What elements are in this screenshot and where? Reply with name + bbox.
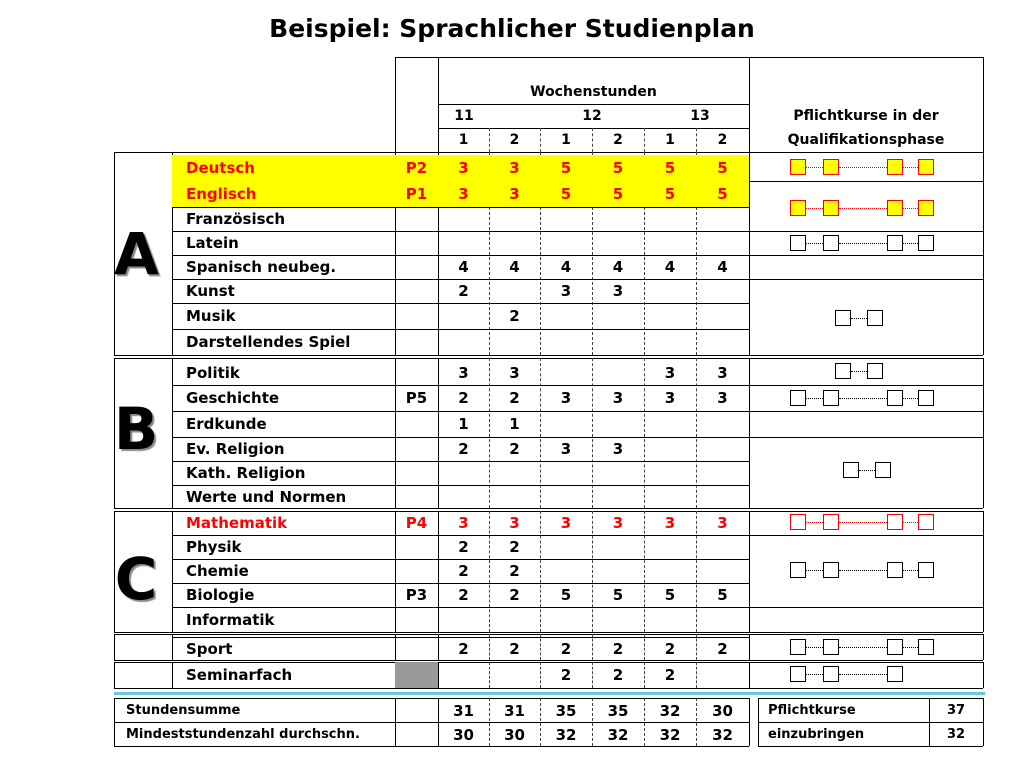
block-letter-B: B [114, 395, 159, 463]
course-link-line [851, 318, 867, 319]
subject-name: Biologie [186, 586, 255, 604]
hours-cell: 2 [612, 666, 624, 684]
hours-cell: 4 [509, 258, 520, 276]
hours-cell: 3 [560, 440, 572, 458]
course-box-science [823, 562, 839, 578]
hours-cell: 2 [509, 307, 520, 325]
hours-cell: 5 [664, 185, 676, 203]
hours-cell: 2 [458, 562, 469, 580]
grid-line [749, 355, 983, 356]
hours-cell: 3 [612, 389, 624, 407]
grid-line [172, 511, 173, 632]
hours-cell: 2 [458, 440, 469, 458]
hours-cell: 2 [458, 586, 469, 604]
header-pflicht-2: Qualifikationsphase [787, 132, 945, 148]
grid-line [114, 634, 983, 635]
pflichtkurse-value: 37 [946, 703, 966, 718]
hours-cell: 4 [560, 258, 572, 276]
hours-cell: 2 [560, 640, 572, 658]
header-year: 11 [454, 108, 474, 124]
course-box-englisch [918, 200, 934, 216]
course-box-englisch [887, 200, 903, 216]
grid-line [114, 358, 983, 359]
subject-name: Physik [186, 538, 242, 556]
course-box-language [790, 235, 806, 251]
stundensumme-value: 31 [504, 702, 525, 720]
grid-line [749, 607, 983, 608]
hours-cell: 2 [509, 389, 520, 407]
hours-cell: 2 [509, 562, 520, 580]
course-link-line [806, 647, 823, 648]
course-box-religion [843, 462, 859, 478]
hours-cell: 3 [560, 389, 572, 407]
grid-line [749, 181, 983, 182]
grid-line [395, 57, 983, 58]
course-link-line [839, 570, 887, 571]
grid-line [438, 662, 439, 688]
pflichtkurse-label: Pflichtkurse [768, 703, 856, 718]
course-link-line [806, 398, 823, 399]
subject-name: Geschichte [186, 389, 280, 407]
mindest-value: 32 [555, 726, 577, 744]
separator-line [114, 692, 985, 695]
mindest-value: 32 [712, 726, 733, 744]
course-box-deutsch [887, 159, 903, 175]
course-box-seminar [823, 666, 839, 682]
mindest-value: 32 [607, 726, 629, 744]
course-box-mathematik [887, 514, 903, 530]
hours-cell: 3 [509, 159, 520, 177]
hours-cell: 2 [458, 538, 469, 556]
course-link-line [806, 243, 823, 244]
course-box-politik [835, 363, 851, 379]
grid-line [172, 662, 173, 688]
grid-line [749, 231, 983, 232]
grid-line [114, 152, 983, 153]
hours-cell: 5 [664, 159, 676, 177]
course-box-politik [867, 363, 883, 379]
grid-line [749, 385, 983, 386]
subject-name: Englisch [186, 185, 257, 203]
hours-cell: 3 [717, 363, 728, 382]
einzubringen-value: 32 [946, 727, 966, 742]
hours-cell: 3 [664, 514, 676, 532]
hours-cell: 2 [560, 666, 572, 684]
hours-cell: 3 [509, 185, 520, 203]
course-box-deutsch [790, 159, 806, 175]
header-half: 2 [717, 132, 728, 148]
course-box-sport [823, 639, 839, 655]
grid-line [114, 632, 983, 633]
grid-line [983, 358, 984, 508]
mindest-value: 30 [504, 726, 525, 744]
course-link-line [839, 243, 887, 244]
course-box-geschichte [823, 390, 839, 406]
subject-name: Kath. Religion [186, 464, 306, 482]
mindest-value: 30 [453, 726, 474, 744]
hours-cell: 5 [560, 586, 572, 604]
hours-cell: 5 [717, 185, 728, 203]
course-box-sport [887, 639, 903, 655]
hours-cell: 3 [717, 389, 728, 407]
hours-cell: 4 [458, 258, 469, 276]
grid-line [983, 152, 984, 355]
header-half: 2 [613, 132, 623, 148]
course-link-line [839, 674, 887, 675]
grid-line [749, 279, 983, 280]
grid-line [114, 688, 983, 689]
hours-cell: 3 [509, 514, 520, 532]
stundensumme-value: 31 [453, 702, 474, 720]
course-link-line [806, 167, 823, 168]
course-box-science [918, 562, 934, 578]
course-link-line [839, 647, 887, 648]
subject-name: Musik [186, 307, 236, 325]
page-title: Beispiel: Sprachlicher Studienplan [269, 14, 755, 43]
grid-line [172, 303, 749, 304]
hours-cell: 3 [458, 159, 469, 177]
stundensumme-value: 30 [712, 702, 733, 720]
hours-cell: 4 [612, 258, 624, 276]
header-year: 13 [690, 108, 710, 124]
grid-line [749, 535, 983, 536]
course-box-mathematik [790, 514, 806, 530]
header-half: 1 [458, 132, 469, 148]
hours-cell: 3 [612, 440, 624, 458]
header-half: 1 [561, 132, 571, 148]
header-half: 2 [509, 132, 520, 148]
course-box-language [887, 235, 903, 251]
stundensumme-value: 35 [555, 702, 577, 720]
subject-name: Französisch [186, 210, 286, 228]
grid-line [983, 634, 984, 660]
einzubringen-label: einzubringen [768, 727, 865, 742]
exam-label: P1 [405, 185, 428, 203]
grid-line [983, 511, 984, 632]
stundensumme-value: 35 [607, 702, 629, 720]
hours-cell: 5 [612, 185, 624, 203]
subject-name: Ev. Religion [186, 440, 285, 458]
hours-cell: 4 [664, 258, 676, 276]
hours-cell: 5 [717, 586, 728, 604]
course-link-line [903, 570, 918, 571]
hours-cell: 2 [458, 389, 469, 407]
grid-line [983, 662, 984, 688]
grid-line [489, 662, 490, 688]
hours-cell: 2 [509, 440, 520, 458]
hours-cell: 1 [509, 415, 520, 433]
course-box-arts [867, 310, 883, 326]
header-pflicht-1: Pflichtkurse in der [793, 108, 939, 124]
course-link-line [806, 674, 823, 675]
hours-cell: 3 [717, 514, 728, 532]
hours-cell: 2 [612, 640, 624, 658]
hours-cell: 2 [458, 640, 469, 658]
course-link-line [806, 208, 823, 209]
hours-cell: 3 [458, 514, 469, 532]
subject-name: Werte und Normen [186, 488, 347, 506]
stundensumme-value: 32 [659, 702, 681, 720]
hours-cell: 3 [509, 363, 520, 382]
subject-name: Chemie [186, 562, 249, 580]
course-link-line [903, 522, 918, 523]
grid-line [749, 662, 750, 688]
subject-name: Latein [186, 234, 239, 252]
course-box-science [887, 562, 903, 578]
hours-cell: 5 [560, 185, 572, 203]
subject-name: Kunst [186, 282, 235, 300]
course-box-seminar [887, 666, 903, 682]
grid-line [395, 57, 396, 152]
exam-label: P3 [405, 586, 428, 604]
hours-cell: 5 [612, 586, 624, 604]
course-box-language [823, 235, 839, 251]
hours-cell: 3 [612, 282, 624, 300]
course-link-line [806, 570, 823, 571]
hours-cell: 3 [560, 514, 572, 532]
course-box-mathematik [823, 514, 839, 530]
mindest-label: Mindeststundenzahl durchschn. [126, 727, 360, 742]
grid-line [395, 698, 396, 746]
mindest-value: 32 [659, 726, 681, 744]
course-box-sport [918, 639, 934, 655]
hours-cell: 2 [509, 586, 520, 604]
subject-name: Spanisch neubeg. [186, 258, 337, 276]
stundensumme-label: Stundensumme [126, 703, 241, 718]
course-link-line [839, 398, 887, 399]
hours-cell: 5 [664, 586, 676, 604]
course-link-line [839, 167, 887, 168]
grid-line [983, 57, 984, 152]
course-box-deutsch [823, 159, 839, 175]
course-box-mathematik [918, 514, 934, 530]
course-link-line [903, 398, 918, 399]
grid-line [114, 634, 115, 660]
course-link-line [839, 208, 887, 209]
hours-cell: 1 [458, 415, 469, 433]
course-box-geschichte [790, 390, 806, 406]
subject-name: Politik [186, 363, 240, 382]
header-wochenstunden: Wochenstunden [530, 84, 657, 100]
course-link-line [903, 647, 918, 648]
hours-cell: 3 [458, 363, 469, 382]
grid-line [114, 698, 115, 746]
block-letter-C: C [114, 545, 158, 613]
course-link-line [903, 243, 918, 244]
grid-line [172, 231, 749, 232]
course-box-geschichte [887, 390, 903, 406]
course-link-line [839, 522, 887, 523]
block-letter-A: A [114, 220, 159, 288]
hours-cell: 5 [612, 159, 624, 177]
subject-name: Darstellendes Spiel [186, 333, 351, 351]
hours-cell: 2 [664, 666, 676, 684]
course-link-line [851, 371, 867, 372]
hours-cell: 2 [717, 640, 728, 658]
grid-line [983, 698, 984, 746]
subject-name: Mathematik [186, 514, 288, 532]
hours-cell: 3 [458, 185, 469, 203]
seminar-exam-cell [395, 662, 438, 688]
course-box-englisch [823, 200, 839, 216]
hours-cell: 3 [664, 389, 676, 407]
hours-cell: 2 [509, 640, 520, 658]
exam-label: P4 [405, 514, 428, 532]
course-link-line [903, 167, 918, 168]
hours-cell: 2 [664, 640, 676, 658]
exam-label: P2 [405, 159, 428, 177]
course-box-science [790, 562, 806, 578]
header-half: 1 [665, 132, 675, 148]
hours-cell: 2 [458, 282, 469, 300]
subject-name: Erdkunde [186, 415, 267, 433]
grid-line [749, 255, 983, 256]
course-link-line [859, 470, 875, 471]
course-box-sport [790, 639, 806, 655]
hours-cell: 3 [664, 363, 676, 382]
grid-line [758, 698, 759, 746]
subject-name: Seminarfach [186, 666, 293, 684]
course-box-arts [835, 310, 851, 326]
course-box-seminar [790, 666, 806, 682]
hours-cell: 3 [560, 282, 572, 300]
hours-cell: 5 [560, 159, 572, 177]
exam-label: P5 [405, 389, 428, 407]
course-box-geschichte [918, 390, 934, 406]
course-box-language [918, 235, 934, 251]
hours-cell: 5 [717, 159, 728, 177]
subject-name: Deutsch [186, 159, 255, 177]
subject-name: Sport [186, 640, 233, 658]
grid-line [749, 411, 983, 412]
hours-cell: 3 [612, 514, 624, 532]
header-year: 12 [582, 108, 602, 124]
course-link-line [903, 208, 918, 209]
course-box-religion [875, 462, 891, 478]
course-box-deutsch [918, 159, 934, 175]
subject-name: Informatik [186, 611, 275, 629]
grid-line [114, 662, 115, 688]
hours-cell: 2 [509, 538, 520, 556]
course-box-englisch [790, 200, 806, 216]
grid-line [749, 437, 983, 438]
course-link-line [806, 522, 823, 523]
hours-cell: 4 [717, 258, 728, 276]
